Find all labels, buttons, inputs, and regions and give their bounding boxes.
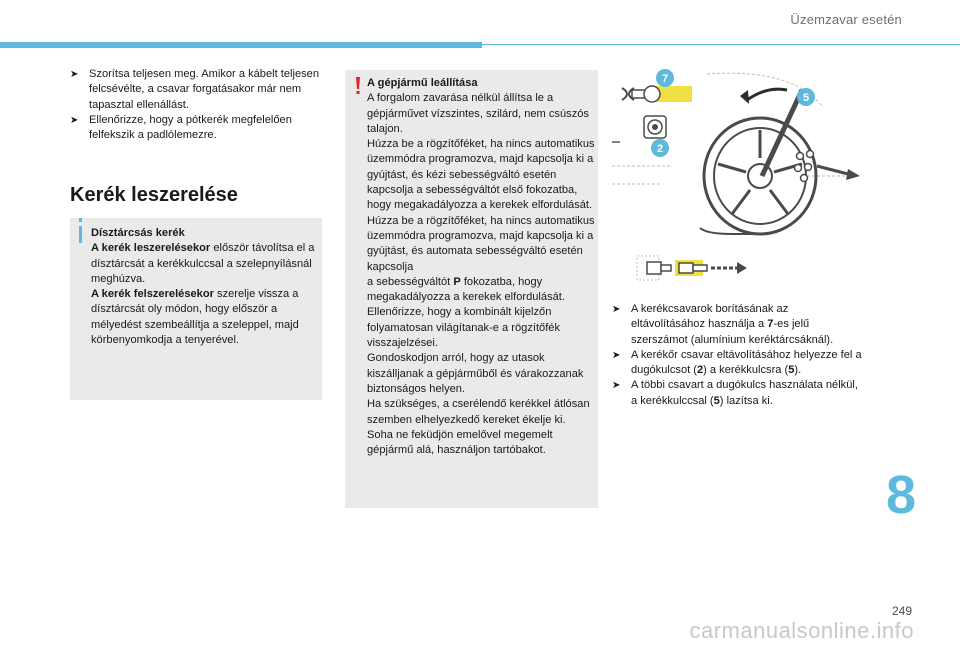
callout-label-7: 7 bbox=[661, 73, 669, 85]
header-rule bbox=[482, 44, 960, 45]
warning-box bbox=[345, 70, 598, 508]
warning-paragraph: Ha szükséges, a cserélendő kerékkel átlósan szemben elhelyezkedő kereket ékelje ki. bbox=[367, 398, 590, 426]
info-icon-bar bbox=[79, 226, 82, 243]
arrow-bullet-icon: ➤ bbox=[612, 380, 621, 392]
list-item: ➤ A kerékcsavarok borításának az eltávolításához használja a 7-es jelű szerszámot (alumínium keréktárcsáknál). bbox=[612, 303, 834, 346]
watermark: carmanualsonline.info bbox=[689, 618, 914, 643]
list-item: ➤ A kerékőr csavar eltávolításához helyezze fel a dugókulcsot (2) a kerékkulcsra (5). bbox=[612, 348, 862, 377]
page-number: 249 bbox=[891, 604, 912, 618]
list-item: ➤ Szorítsa teljesen meg. Amikor a kábelt teljesen felcsévélte, a csavar forgatásakor már nem tapasztal ellenállást. bbox=[70, 68, 319, 111]
intro-bullet-list bbox=[70, 67, 320, 143]
arrow-bullet-icon: ➤ bbox=[70, 69, 79, 80]
warning-paragraph: Gondoskodjon arról, hogy az utasok kiszálljanak a gépjárműből és várakozzanak biztonságos helyen. bbox=[367, 352, 584, 395]
info-paragraph-remove: A kerék leszerelésekor először távolítsa el a dísztárcsát a kerékkulccsal a szelepnyílásnál meghúzva. bbox=[91, 242, 315, 285]
info-box bbox=[70, 218, 322, 400]
list-item: ➤ Ellenőrizze, hogy a pótkerék megfelelően felfekszik a padlólemezre. bbox=[70, 113, 292, 142]
info-icon bbox=[79, 218, 82, 222]
intro-steps bbox=[70, 67, 320, 143]
warning-content bbox=[367, 76, 595, 458]
warning-paragraph-gear: a sebességváltót P fokozatba, hogy megakadályozza a kerekek elfordulását. bbox=[367, 275, 565, 304]
arrow-bullet-icon: ➤ bbox=[612, 304, 621, 315]
warning-paragraph: Húzza be a rögzítőféket, ha nincs automatikus üzemmódra programozva, majd kapcsolja ki a gyújtást, és automata sebességváltó esetén kapcsolja bbox=[367, 214, 595, 273]
warning-title: A gépjármű leállítása bbox=[367, 77, 478, 89]
warning-paragraph: Ellenőrizze, hogy a kombinált kijelzőn folyamatosan világítanak-e a rögzítőfék visszajelzései. bbox=[367, 306, 561, 350]
chapter-number: 8 bbox=[886, 465, 917, 525]
warning-paragraph: Húzza be a rögzítőféket, ha nincs automatikus üzemmódra programozva, majd kapcsolja ki a gyújtást, és kézi sebességváltó esetén kapcsolja a sebességváltót első fokozatba, hogy megakadályozza a kerekek elfordulását. bbox=[367, 138, 595, 212]
info-box-title: Dísztárcsás kerék bbox=[91, 227, 185, 239]
warning-exclamation-icon bbox=[353, 76, 363, 96]
warning-paragraph: Soha ne feküdjön emelővel megemelt gépjármű alá, használjon tartóbakot. bbox=[367, 428, 553, 457]
list-item: ➤ A többi csavart a dugókulcs használata nélkül, a kerékkulccsal (5) lazítsa ki. bbox=[612, 379, 858, 407]
warning-paragraph: A forgalom zavarása nélkül állítsa le a gépjárművet vízszintes, szilárd, nem csúszós talajon. bbox=[367, 92, 589, 135]
callout-label-5: 5 bbox=[802, 92, 810, 104]
header-bar bbox=[0, 42, 482, 48]
section-title: Kerék leszerelése bbox=[70, 184, 238, 206]
arrow-bullet-icon: ➤ bbox=[70, 114, 79, 126]
wheel-removal-illustration bbox=[612, 66, 860, 236]
socket-tool-detail-illustration bbox=[633, 252, 748, 284]
removal-bullet-list bbox=[612, 302, 862, 409]
arrow-bullet-icon: ➤ bbox=[612, 349, 621, 361]
chapter-title: Üzemzavar esetén bbox=[790, 12, 902, 27]
wheel-removal-steps bbox=[612, 302, 862, 409]
callout-label-2: 2 bbox=[656, 143, 664, 155]
info-box-content bbox=[91, 226, 316, 348]
info-paragraph-refit: A kerék felszerelésekor szerelje vissza a dísztárcsát oly módon, hogy először a mélyedést szembeállítja a szeleppel, majd körbenyomkodja a tenyerével. bbox=[91, 288, 299, 347]
